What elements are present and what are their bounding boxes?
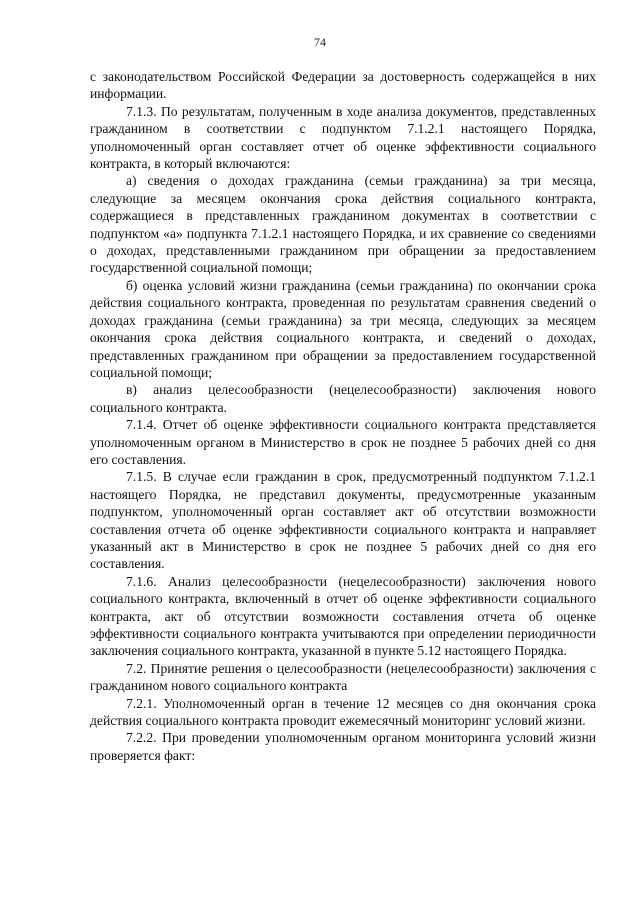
- paragraph-item-a: а) сведения о доходах гражданина (семьи гражданина) за три месяца, следующие за месяцем окончания срока действия социального контракта, содержащиеся в представленных гражданином документах в соответствии с подпунктом «а» подпункта 7.1.2.1 настоящего Порядка, и их сравнение со сведениями о доходах, представленными гражданином при обращении за предоставлением государственной социальной помощи;: [90, 173, 596, 276]
- paragraph-7-2-2: 7.2.2. При проведении уполномоченным органом мониторинга условий жизни проверяется факт:: [90, 730, 596, 763]
- paragraph-item-b: б) оценка условий жизни гражданина (семьи гражданина) по окончании срока действия социального контракта, проведенная по результатам сравнения сведений о доходах гражданина (семьи гражданина) за три месяца, следующих за месяцем окончания срока действия социального контракта, и сведений о доходах, представленных гражданином при обращении за предоставлением государственной социальной помощи;: [90, 277, 596, 380]
- paragraph-7-2-1: 7.2.1. Уполномоченный орган в течение 12 месяцев со дня окончания срока действия социального контракта проводит ежемесячный мониторинг условий жизни.: [90, 695, 596, 729]
- paragraph-item-v: в) анализ целесообразности (нецелесообразности) заключения нового социального контракта.: [90, 382, 596, 415]
- paragraph-7-1-5: 7.1.5. В случае если гражданин в срок, предусмотренный подпунктом 7.1.2.1 настоящего Порядка, не представил документы, предусмотренные указанным подпунктом, уполномоченный орган составляет акт об отсутствии возможности составления отчета об оценке эффективности социального контракта и направляет указанный акт в Министерство в срок не позднее 5 рабочих дней со дня его составления.: [90, 469, 596, 572]
- page-number: 74: [314, 35, 326, 49]
- document-body: [90, 68, 596, 764]
- paragraph-7-1-6: 7.1.6. Анализ целесообразности (нецелесообразности) заключения нового социального контракта, включенный в отчет об оценке эффективности социального контракта, акт об отсутствии возможности составления отчета об оценке эффективности социального контракта учитываются при определении периодичности заключения социального контракта, указанной в пункте 5.12 настоящего Порядка.: [90, 573, 596, 659]
- paragraph-7-2: 7.2. Принятие решения о целесообразности (нецелесообразности) заключения с гражданином нового социального контракта: [90, 660, 596, 694]
- paragraph-7-1-4: 7.1.4. Отчет об оценке эффективности социального контракта представляется уполномоченным органом в Министерство в срок не позднее 5 рабочих дней со дня его составления.: [90, 417, 596, 467]
- paragraph-7-1-3: 7.1.3. По результатам, полученным в ходе анализа документов, представленных гражданином в соответствии с подпунктом 7.1.2.1 настоящего Порядка, уполномоченный орган составляет отчет об оценке эффективности социального контракта, в который включаются:: [90, 103, 596, 172]
- paragraph-continuation: с законодательством Российской Федерации за достоверность содержащейся в них информации.: [90, 69, 596, 102]
